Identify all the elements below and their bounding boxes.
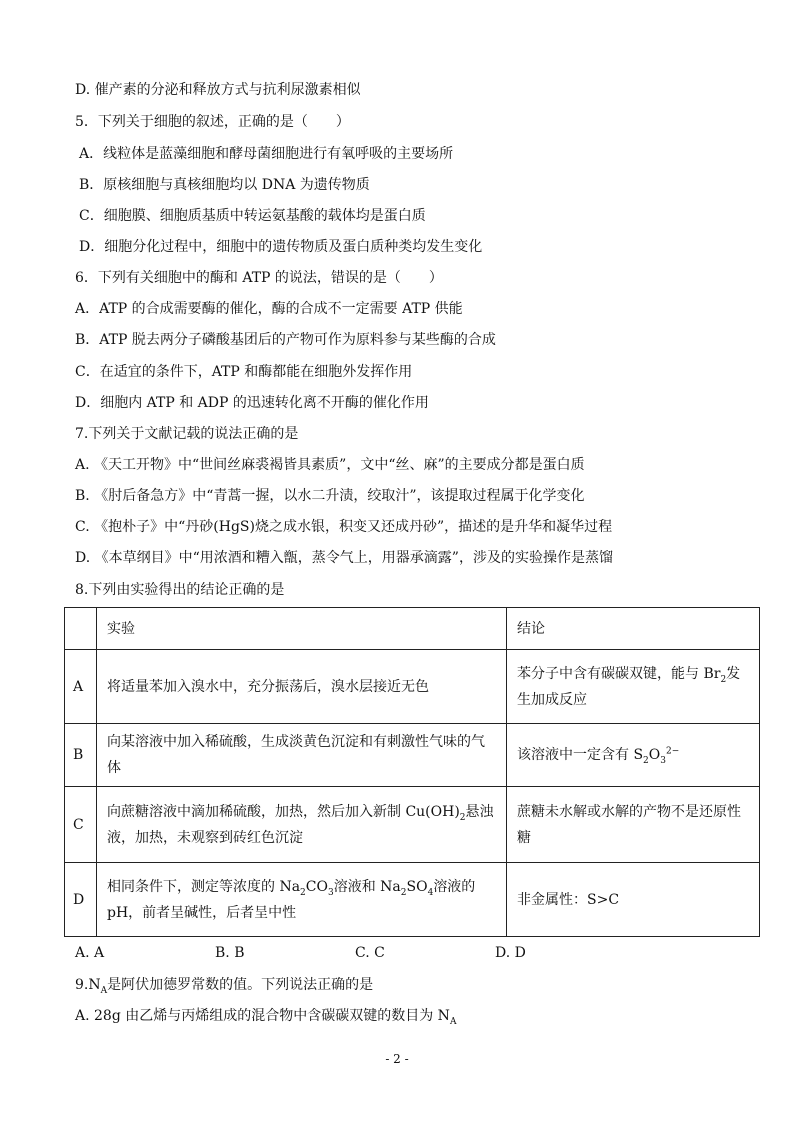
- table-row: [65, 787, 760, 863]
- q8-choices: [75, 943, 635, 963]
- q8-choice-c: C. C: [355, 945, 385, 961]
- table-row: [65, 863, 760, 937]
- q9-stem: $9.N_A$是阿伏加德罗常数的值。下列说法正确的是: [75, 977, 374, 996]
- row-experiment: 向蔗糖溶液中滴加稀硫酸，加热，然后加入新制 $Cu(OH)_2$悬浊液，加热，未观察到砖红色沉淀: [97, 787, 507, 863]
- row-experiment: 相同条件下，测定等浓度的 $Na_2CO_3$溶液和 $Na_2SO_4$溶液的 pH，前者呈碱性，后者呈中性: [97, 863, 507, 937]
- q7-option-b: B. 《肘后备急方》中“青蒿一握，以水二升渍，绞取汁”，该提取过程属于化学变化: [75, 488, 585, 504]
- row-label: D: [65, 863, 97, 937]
- table-row: [65, 650, 760, 724]
- row-label: B: [65, 724, 97, 787]
- q8-stem: 8.下列由实验得出的结论正确的是: [75, 582, 285, 598]
- q5-option-c: C．细胞膜、细胞质基质中转运氨基酸的载体均是蛋白质: [79, 208, 426, 224]
- row-label: A: [65, 650, 97, 724]
- table-header-blank: [65, 608, 97, 650]
- q5-option-b: B．原核细胞与真核细胞均以 DNA 为遗传物质: [79, 177, 370, 193]
- q6-option-b: B．ATP 脱去两分子磷酸基团后的产物可作为原料参与某些酶的合成: [75, 332, 496, 348]
- row-conclusion: 非金属性：S>C: [507, 863, 760, 937]
- row-experiment: 将适量苯加入溴水中，充分振荡后，溴水层接近无色: [97, 650, 507, 724]
- table-header-experiment: 实验: [97, 608, 507, 650]
- experiment-table: [64, 607, 760, 937]
- page-number: - 2 -: [385, 1052, 409, 1066]
- row-conclusion: 该溶液中一定含有 $S_2O_3^{2-}$: [507, 724, 760, 787]
- q6-option-d: D．细胞内 ATP 和 ADP 的迅速转化离不开酶的催化作用: [75, 395, 429, 411]
- q8-choice-d: D. D: [495, 945, 526, 961]
- table-header-row: [65, 608, 760, 650]
- q5-option-d: D．细胞分化过程中，细胞中的遗传物质及蛋白质种类均发生变化: [79, 239, 483, 255]
- row-experiment: 向某溶液中加入稀硫酸，生成淡黄色沉淀和有刺激性气味的气体: [97, 724, 507, 787]
- q6-stem: 6．下列有关细胞中的酶和 ATP 的说法，错误的是（ ）: [75, 270, 443, 286]
- q7-stem: 7.下列关于文献记载的说法正确的是: [75, 426, 299, 442]
- q7-option-d: D. 《本草纲目》中“用浓酒和糟入甑，蒸令气上，用器承滴露”，涉及的实验操作是蒸馏: [75, 550, 613, 566]
- row-label: C: [65, 787, 97, 863]
- row-conclusion: 蔗糖未水解或水解的产物不是还原性糖: [507, 787, 760, 863]
- q7-option-a: A. 《天工开物》中“世间丝麻裘褐皆具素质”，文中“丝、麻”的主要成分都是蛋白质: [75, 457, 585, 473]
- q8-choice-b: B. B: [215, 945, 245, 961]
- q6-option-a: A．ATP 的合成需要酶的催化，酶的合成不一定需要 ATP 供能: [75, 301, 463, 317]
- row-conclusion: 苯分子中含有碳碳双键，能与 $Br_2$发生加成反应: [507, 650, 760, 724]
- q5-stem: 5．下列关于细胞的叙述，正确的是（ ）: [75, 114, 350, 130]
- q6-option-c: C．在适宜的条件下，ATP 和酶都能在细胞外发挥作用: [75, 364, 413, 380]
- table-row: [65, 724, 760, 787]
- table-header-conclusion: 结论: [507, 608, 760, 650]
- q5-option-a: A．线粒体是蓝藻细胞和酵母菌细胞进行有氧呼吸的主要场所: [79, 146, 454, 162]
- q7-option-c: C. 《抱朴子》中“丹砂(HgS)烧之成水银，积变又还成丹砂”，描述的是升华和凝华过程: [75, 519, 613, 535]
- q9-option-a: A. 28g 由乙烯与丙烯组成的混合物中含碳碳双键的数目为 $N_A$: [75, 1008, 457, 1027]
- q4-option-d: D. 催产素的分泌和释放方式与抗利尿激素相似: [75, 82, 361, 98]
- q8-choice-a: A. A: [75, 945, 105, 961]
